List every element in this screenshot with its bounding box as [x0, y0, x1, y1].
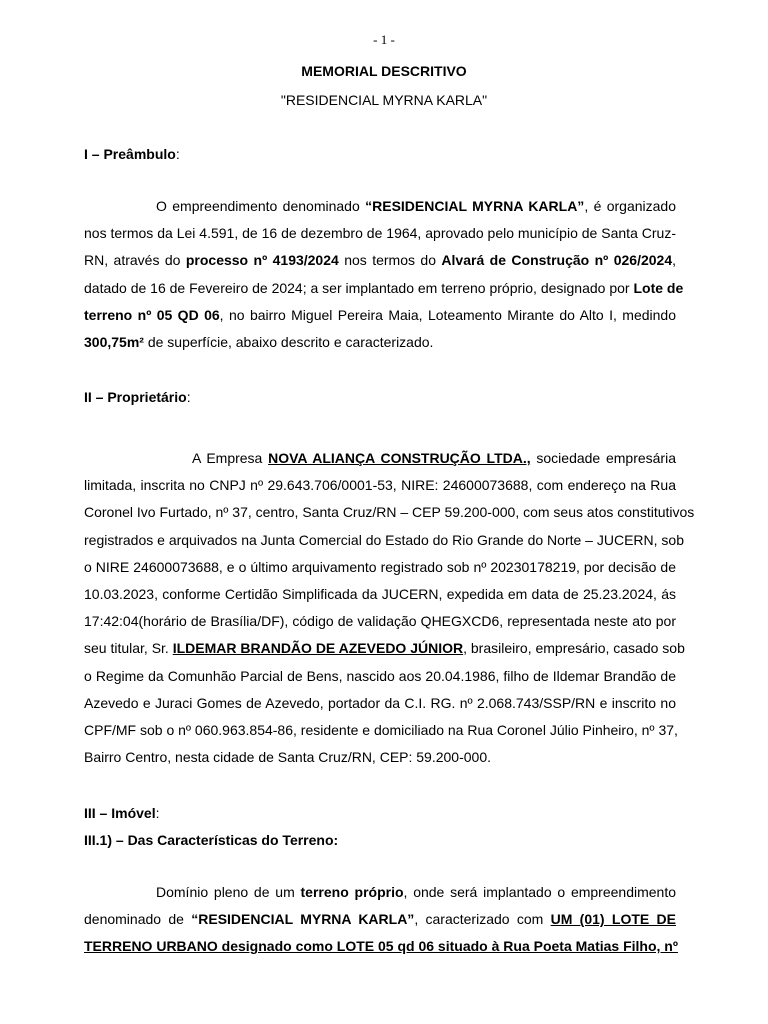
document-subtitle: "RESIDENCIAL MYRNA KARLA": [280, 92, 488, 108]
section-preambulo-heading: I – Preâmbulo:: [84, 146, 180, 162]
section-proprietario-paragraph: [84, 445, 695, 771]
paragraph-line: denominado de “RESIDENCIAL MYRNA KARLA”, caracterizado com UM (01) LOTE DE: [84, 911, 676, 928]
document-title: MEMORIAL DESCRITIVO: [301, 63, 467, 79]
paragraph-line: terreno nº 05 QD 06, no bairro Miguel Pereira Maia, Loteamento Mirante do Alto I, medindo: [84, 306, 677, 323]
paragraph-line: Azevedo e Juraci Gomes de Azevedo, portador da C.I. RG. nº 2.068.743/SSP/RN e inscrito no: [84, 694, 676, 711]
paragraph-line: Domínio pleno de um terreno próprio, onde será implantado o empreendimento: [156, 884, 677, 900]
paragraph-line: limitada, inscrita no CNPJ nº 29.643.706/0001-53, NIRE: 24600073688, com endereço na Rua: [84, 477, 676, 494]
paragraph-line: 10.03.2023, conforme Certidão Simplificada da JUCERN, expedida em data de 25.23.2024, ás: [84, 585, 676, 602]
section-terreno-subheading: III.1) – Das Características do Terreno:: [84, 832, 339, 848]
paragraph-line: o Regime da Comunhão Parcial de Bens, nascido aos 20.04.1986, filho de Ildemar Brandão de: [84, 667, 676, 684]
paragraph-line: O empreendimento denominado “RESIDENCIAL MYRNA KARLA”, é organizado: [156, 198, 676, 214]
page-number: - 1 -: [373, 32, 395, 47]
paragraph-line: Bairro Centro, nesta cidade de Santa Cruz/RN, CEP: 59.200-000.: [84, 749, 491, 766]
paragraph-line: CPF/MF sob o nº 060.963.854-86, residente e domiciliado na Rua Coronel Júlio Pinheiro, nº 37,: [84, 721, 678, 738]
section-imovel-heading: III – Imóvel:: [84, 805, 160, 821]
section-proprietario-heading: II – Proprietário:: [84, 389, 191, 405]
paragraph-line: registrados e arquivados na Junta Comercial do Estado do Rio Grande do Norte – JUCERN, sob: [84, 531, 684, 548]
paragraph-line: Coronel Ivo Furtado, nº 37, centro, Santa Cruz/RN – CEP 59.200-000, com seus atos constitutivos: [84, 504, 695, 521]
paragraph-line: A Empresa NOVA ALIANÇA CONSTRUÇÃO LTDA., sociedade empresária: [192, 450, 676, 466]
section-terreno-paragraph: [84, 879, 676, 961]
paragraph-line: nos termos da Lei 4.591, de 16 de dezembro de 1964, aprovado pelo município de Santa Cruz-: [84, 225, 676, 242]
paragraph-line: 17:42:04(horário de Brasília/DF), código de validação QHEGXCD6, representada neste ato por: [84, 613, 676, 630]
paragraph-line: RN, através do processo nº 4193/2024 nos termos do Alvará de Construção nº 026/2024,: [84, 252, 676, 269]
paragraph-line: seu titular, Sr. ILDEMAR BRANDÃO DE AZEVEDO JÚNIOR, brasileiro, empresário, casado sob: [84, 640, 685, 657]
section-preambulo-paragraph: [84, 193, 684, 356]
paragraph-line: 300,75m² de superfície, abaixo descrito e caracterizado.: [84, 333, 434, 350]
paragraph-line: o NIRE 24600073688, e o último arquivamento registrado sob nº 20230178219, por decisão de: [84, 558, 676, 575]
paragraph-line: datado de 16 de Fevereiro de 2024; a ser implantado em terreno próprio, designado por Lote de: [84, 279, 684, 296]
paragraph-line: TERRENO URBANO designado como LOTE 05 qd 06 situado à Rua Poeta Matias Filho, nº: [84, 938, 678, 955]
